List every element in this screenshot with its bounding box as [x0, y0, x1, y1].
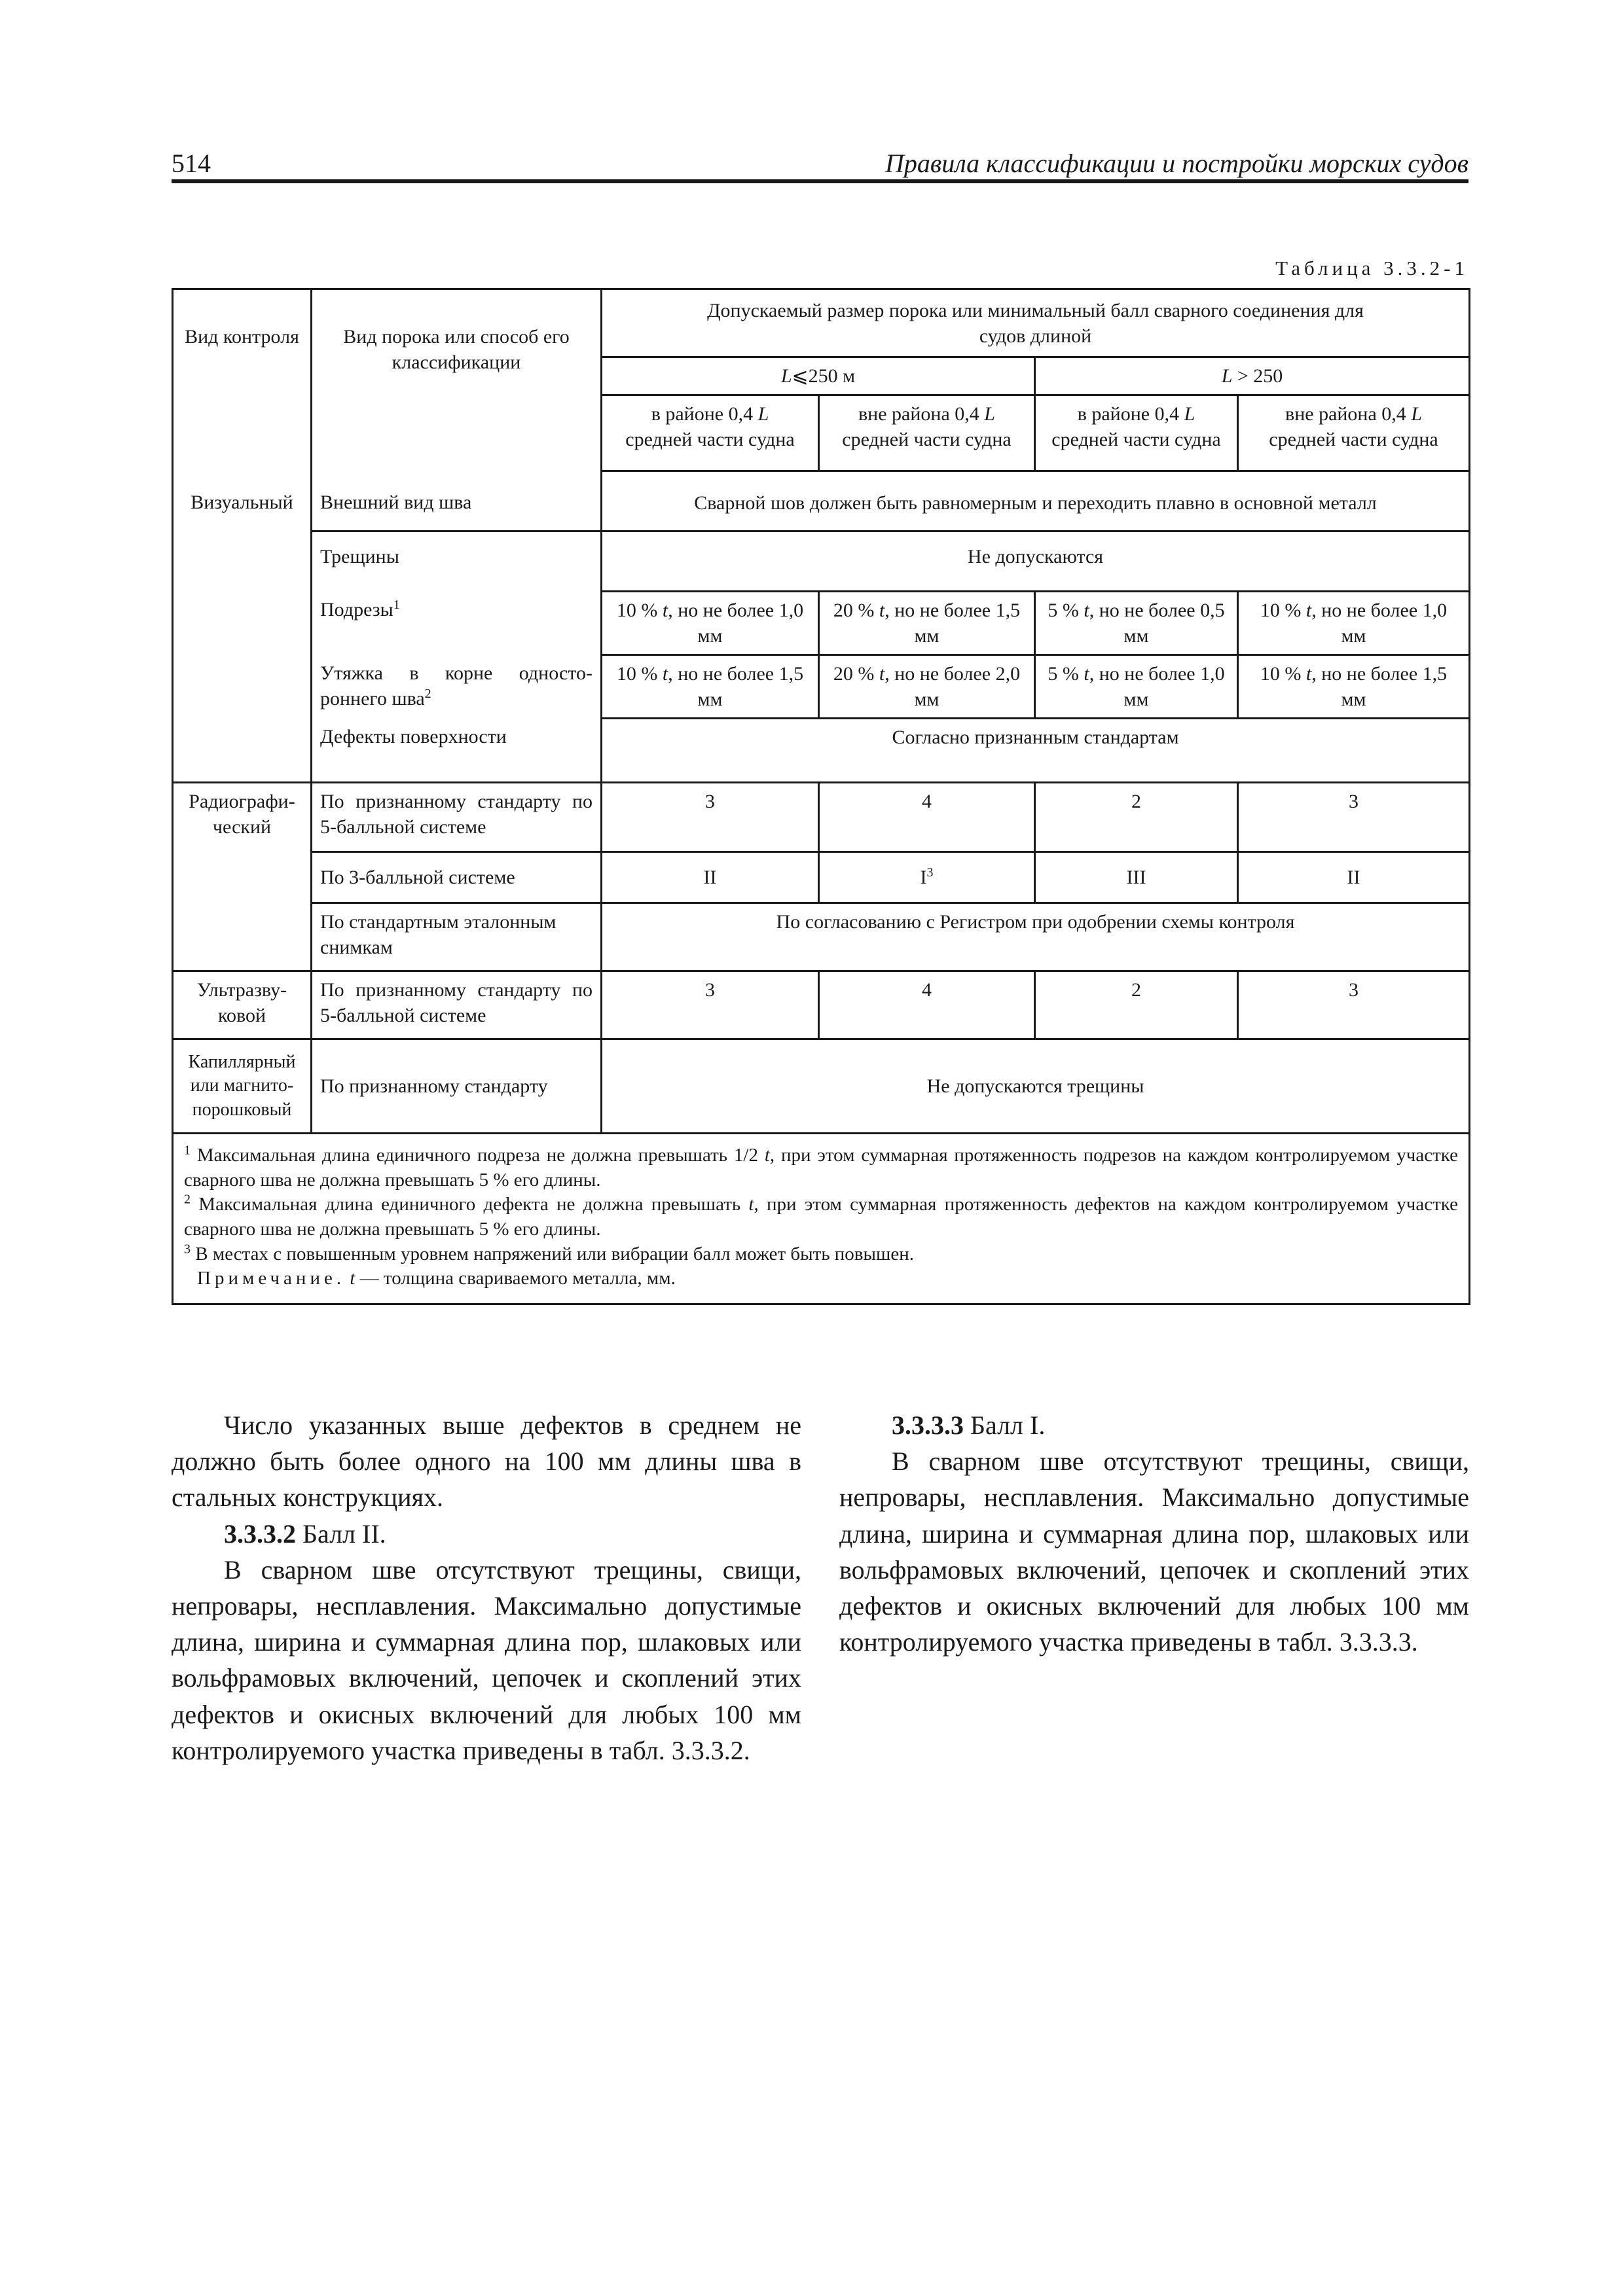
cell-root-2: 20 % t, но не более 2,0 мм [819, 655, 1035, 719]
cell-radio3-1: II [602, 852, 819, 903]
right-paragraph-1: В сварном шве отсутствуют трещины, свищи, непровары, несплавления. Максимально допустимые длина, ширина и суммарная длина пор, шлаковых или вольфрамовых включений, цепочек и скоплений этих дефектов и окисных включений для любых 100 мм контролируемого участка приведены в табл. 3.3.3.3. [839, 1446, 1469, 1657]
cell-radio3-4: II [1238, 852, 1470, 903]
table-remark: Примечание. t — толщина свариваемого металла, мм. [197, 1268, 676, 1289]
th-length-small: L⩽250 м [602, 357, 1035, 395]
cell-ultra5-2: 4 [819, 971, 1035, 1039]
th-control-type: Вид контроля [173, 289, 312, 471]
cell-undercuts-1: 10 % t, но не более 1,0 мм [602, 592, 819, 655]
footnote-2: $^2$ Максимальная длина единичного дефекта не должна превышать t, при этом суммарная протяженность дефектов на каждом контролируемом участке сварного шва не должна превышать 5 % его длины. [184, 1192, 1459, 1240]
section-heading-3333: 3.3.3.3 Балл I. [892, 1410, 1046, 1440]
running-title: Правила классификации и постройки морских судов [884, 149, 1468, 178]
row-label-cracks: Трещины [312, 531, 602, 592]
table-footnotes [173, 1134, 1470, 1304]
weld-defects-table [172, 288, 1470, 1305]
table-caption: Таблица 3.3.2-1 [1275, 257, 1468, 279]
th-out-middle-big: вне района 0,4 L средней части судна [1238, 395, 1470, 471]
cell-undercuts-2: 20 % t, но не более 1,5 мм [819, 592, 1035, 655]
row-label-undercuts: Подрезы$^1$ [312, 592, 602, 655]
cell-root-1: 10 % t, но не более 1,5 мм [602, 655, 819, 719]
cell-radio3-2: $I^3$ [819, 852, 1035, 903]
cell-ultra5-1: 3 [602, 971, 819, 1039]
th-allowed-size: Допускаемый размер порока или минимальный балл сварного соединения для судов длиной [602, 289, 1470, 357]
cell-undercuts-4: 10 % t, но не более 1,0 мм [1238, 592, 1470, 655]
th-out-middle-small: вне района 0,4 L средней части судна [819, 395, 1035, 471]
row-value-etalon: По согласованию с Регистром при одобрении схемы контроля [602, 903, 1470, 971]
cell-radio5-1: 3 [602, 783, 819, 852]
page-number: 514 [172, 149, 211, 178]
header-rule [172, 179, 1468, 183]
group-ultrasonic: Ультразву-ковой [173, 971, 312, 1039]
row-value-surface: Согласно признанным стандартам [602, 719, 1470, 783]
cell-radio5-4: 3 [1238, 783, 1470, 852]
row-label-radio5: По признанному стандарту по 5-балльной системе [312, 783, 602, 852]
row-value-appearance: Сварной шов должен быть равномерным и переходить плавно в основной металл [602, 471, 1470, 531]
group-visual: Визуальный [173, 471, 312, 783]
row-label-surface: Дефекты поверхности [312, 719, 602, 783]
row-label-ultra5: По признанному стандарту по 5-балльной системе [312, 971, 602, 1039]
row-value-capillary: Не допускаются трещины [602, 1039, 1470, 1134]
cell-root-4: 10 % t, но не более 1,5 мм [1238, 655, 1470, 719]
left-paragraph-2: В сварном шве отсутствуют трещины, свищи, непровары, несплавления. Максимально допустимые длина, ширина и суммарная длина пор, шлаковых или вольфрамовых включений, цепочек и скоплений этих дефектов и окисных включений для любых 100 мм контролируемого участка приведены в табл. 3.3.3.2. [172, 1554, 801, 1765]
row-label-appearance: Внешний вид шва [312, 471, 602, 531]
th-in-middle-small: в районе 0,4 L средней части судна [602, 395, 819, 471]
row-value-cracks: Не допускаются [602, 531, 1470, 592]
row-label-capillary: По признанному стандарту [312, 1039, 602, 1134]
cell-ultra5-3: 2 [1035, 971, 1238, 1039]
left-paragraph-1: Число указанных выше дефектов в среднем не должно быть более одного на 100 мм длины шва в стальных конструкциях. [172, 1410, 801, 1513]
left-column [172, 1407, 801, 1768]
footnote-3: $^3$ В местах с повышенным уровнем напряжений или вибрации балл может быть повышен. [184, 1242, 914, 1265]
th-defect-type: Вид порока или способ его классификации [312, 289, 602, 471]
cell-radio3-3: III [1035, 852, 1238, 903]
group-radiographic: Радиографи-ческий [173, 783, 312, 971]
cell-radio5-3: 2 [1035, 783, 1238, 852]
group-capillary: Капиллярный или магнито-порошковый [173, 1039, 312, 1134]
row-label-etalon: По стандартным эталонным снимкам [312, 903, 602, 971]
cell-root-3: 5 % t, но не более 1,0 мм [1035, 655, 1238, 719]
section-heading-3332: 3.3.3.2 Балл II. [224, 1518, 386, 1549]
th-length-big: L > 250 [1035, 357, 1470, 395]
right-column [839, 1407, 1469, 1660]
th-in-middle-big: в районе 0,4 L средней части судна [1035, 395, 1238, 471]
cell-radio5-2: 4 [819, 783, 1035, 852]
row-label-radio3: По 3-балльной системе [312, 852, 602, 903]
row-label-root: Утяжка в корне односто-роннего шва$^2$ [312, 655, 602, 719]
cell-ultra5-4: 3 [1238, 971, 1470, 1039]
cell-undercuts-3: 5 % t, но не более 0,5 мм [1035, 592, 1238, 655]
footnote-1: $^1$ Максимальная длина единичного подреза не должна превышать 1/2 t, при этом суммарная протяженность подрезов на каждом контролируемом участке сварного шва не должна превышать 5 % его длины. [184, 1143, 1459, 1191]
